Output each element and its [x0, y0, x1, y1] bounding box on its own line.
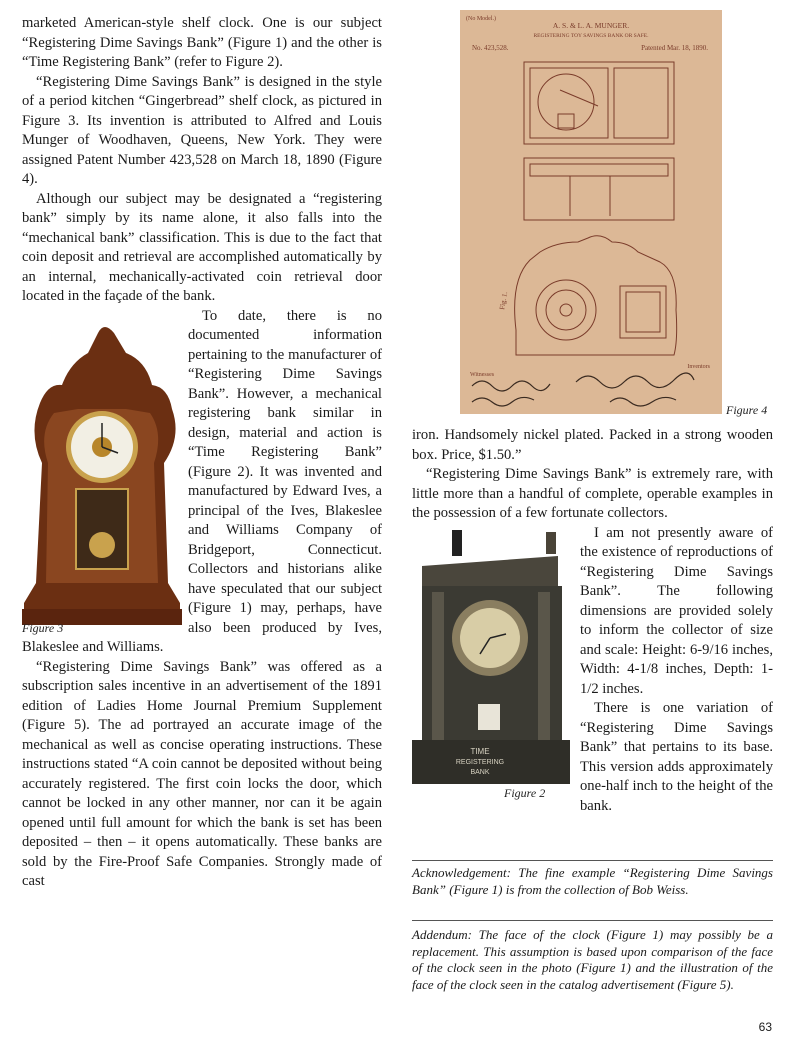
patent-no-model: (No Model.) [466, 16, 496, 22]
patent-illustration [460, 10, 722, 414]
addendum: Addendum: The face of the clock (Figure 1) may possibly be a replacement. This assumption is based upon comparison of the face of the clock seen in the photo (Figure 1) and the illustration of the face of the clock seen in the catalog advertisement (Figure 5). [412, 920, 773, 993]
paragraph: iron. Handsomely nickel plated. Packed in a strong wooden box. Price, $1.50.” [412, 427, 773, 463]
figure-4-caption: Figure 4 [726, 403, 768, 417]
figure-2-time-registering-bank [408, 526, 574, 812]
paragraph: There is one variation of “Registering Dime Savings Bank” that pertains to its base. This version adds approximately one-half inch to the height of the bank. [580, 700, 773, 814]
patent-witnesses-label: Witnesses [470, 372, 495, 378]
right-column [412, 426, 773, 816]
patent-inventors: A. S. & L. A. MUNGER. [552, 21, 630, 30]
figure-3-gingerbread-clock [18, 313, 182, 633]
acknowledgement: Acknowledgement: The fine example “Registering Dime Savings Bank” (Figure 1) is from the collection of Bob Weiss. [412, 860, 773, 898]
patent-fig-label: Fig. 1. [498, 291, 510, 311]
figure-3-caption: Figure 3 [22, 620, 64, 635]
plate-bank: BANK [470, 768, 490, 776]
patent-date: Patented Mar. 18, 1890. [641, 44, 708, 52]
paragraph: I am not presently aware of the existence of reproductions of “Registering Dime Savings Bank”. The following dimensions are provided solely to inform the collector of size and scale: Height: 6-9/16 inches, Width: 4-1/8 inches, Depth: 1-1/2 inches. [580, 524, 773, 697]
paragraph: marketed American-style shelf clock. One is our subject “Registering Dime Savings Bank” (Figure 1) and the other is “Time Registering Bank” (refer to Figure 2). [22, 15, 382, 70]
time-registering-bank-photo [408, 526, 574, 812]
left-column [22, 14, 382, 892]
figure-2-caption: Figure 2 [504, 785, 546, 800]
paragraph: “Registering Dime Savings Bank” is designed in the style of a period kitchen “Gingerbread” shelf clock, as pictured in Figure 3. Its invention is attributed to Alfred and Louis Munger of Woodhaven, Queens, New York. They were assigned Patent Number 423,528 on March 18, 1890 (Figure 4). [22, 73, 382, 187]
patent-drawing-figure-4 [460, 10, 722, 414]
gingerbread-clock-photo [18, 313, 182, 633]
patent-inventors-label: Inventors [687, 364, 710, 370]
patent-number: No. 423,528. [472, 44, 509, 52]
plate-time: TIME [470, 746, 490, 756]
paragraph: To date, there is no documented information pertaining to the manufacturer of “Registering Dime Savings Bank”. However, a mechanical registering bank similar in design, material and action is “Time Registering Bank” (Figure 2). It was invented and manufactured by Edward Ives, a principal of the Ives, Blakeslee and Williams Company of Bridgeport, Connecticut. Collectors and historians alike have speculated that our subject (Figure 1) may, perhaps, have also been produced by Ives, Blakeslee and Williams. [22, 307, 382, 655]
page-number: 63 [758, 1020, 772, 1034]
paragraph: “Registering Dime Savings Bank” was offered as a subscription sales incentive in an advertisement of the 1891 edition of Ladies Home Journal Premium Supplement (Figure 5). The ad portrayed an accurate image of the mechanical as well as concise operating instructions. These instructions stated “A coin cannot be deposited without being accurately registered. The first coin locks the door, which cannot be locked in any other manner, nor can it be again opened until full amount for which the bank is set has been deposited – then – it opens automatically. These banks are sold by the Fire-Proof Safe Companies. Strongly made of cast [22, 658, 382, 889]
paragraph: Although our subject may be designated a “registering bank” simply by its name alone, it also falls into the “mechanical bank” classification. This is due to the fact that coin deposit and retrieval are accomplished automatically by an internal, mechanically-activated coin retrieval door located in the façade of the bank. [22, 190, 382, 304]
patent-signatures [472, 373, 694, 406]
plate-registering: REGISTERING [455, 758, 505, 766]
paragraph: “Registering Dime Savings Bank” is extremely rare, with little more than a handful of complete, operable examples in the possession of a few fortunate collectors. [412, 466, 773, 521]
patent-subtitle: REGISTERING TOY SAVINGS BANK OR SAFE. [533, 33, 649, 39]
